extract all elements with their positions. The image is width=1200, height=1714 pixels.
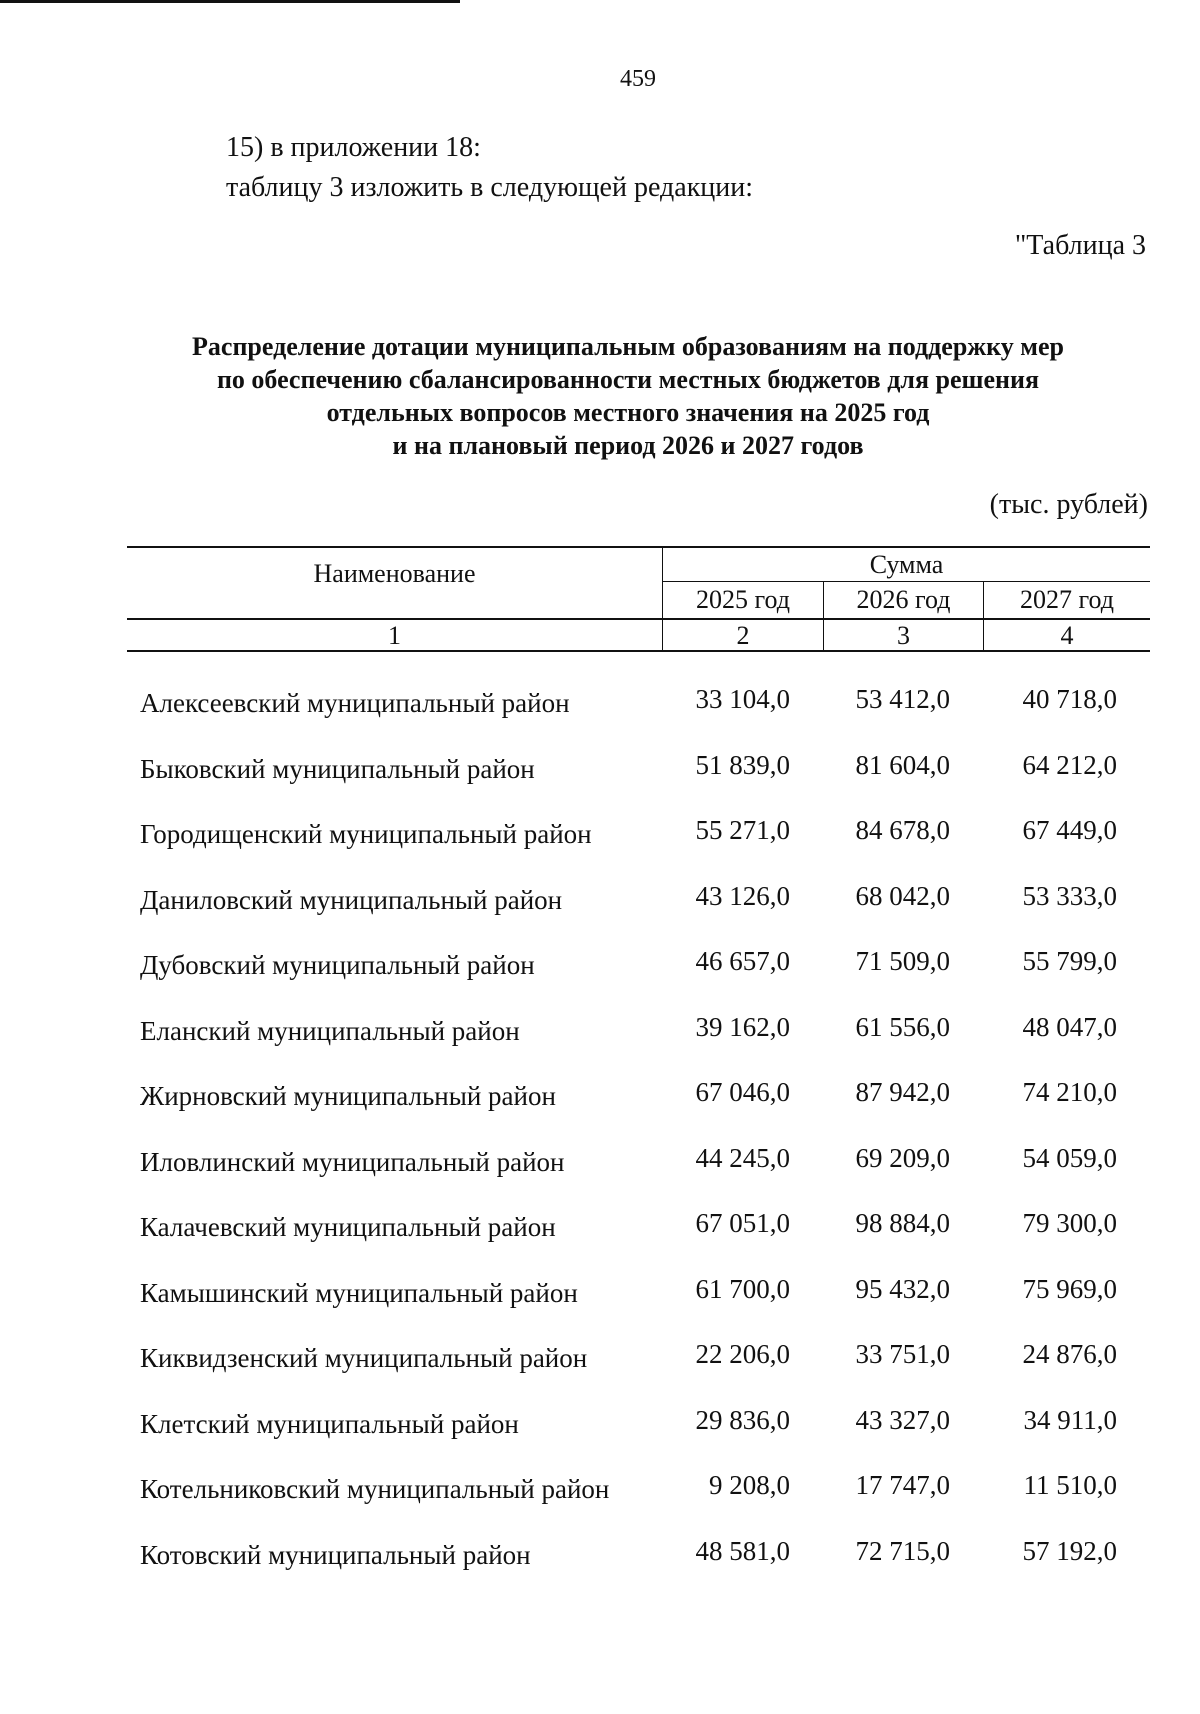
row-value-2027: 54 059,0 [1022,1142,1117,1173]
row-name: Быковский муниципальный район [140,753,535,784]
header-colnum-2: 2 [736,621,750,650]
table-row [0,1331,1200,1397]
header-sum-rule [663,581,1150,582]
row-value-2025: 22 206,0 [695,1339,790,1369]
table-row [0,676,1200,742]
table-row [0,1135,1200,1201]
page-number: 459 [620,66,656,92]
table-row [0,938,1200,1004]
row-name: Дубовский муниципальный район [140,950,535,980]
header-colnum-1: 1 [388,621,401,650]
row-name: Клетский муниципальный район [140,1408,519,1439]
row-value-2027: 34 911,0 [1023,1404,1117,1435]
row-value-2025: 9 208,0 [709,1470,790,1500]
table-row [0,1069,1200,1135]
intro-text [226,128,753,208]
row-value-2027: 24 876,0 [1022,1339,1117,1369]
row-value-2025: 67 051,0 [695,1208,790,1238]
row-name: Котельниковский муниципальный район [140,1474,610,1504]
row-name: Городищенский муниципальный район [140,819,592,849]
row-name: Алексеевский муниципальный район [140,688,570,718]
row-value-2027: 57 192,0 [1022,1535,1117,1566]
table-row [0,1266,1200,1332]
row-name: Даниловский муниципальный район [140,884,563,915]
row-value-2026: 95 432,0 [855,1273,950,1304]
table-row [0,1200,1200,1266]
row-value-2027: 75 969,0 [1022,1273,1117,1304]
row-value-2025: 39 162,0 [695,1011,790,1042]
row-value-2026: 87 942,0 [855,1077,950,1107]
row-value-2026: 43 327,0 [855,1404,950,1435]
row-value-2025: 48 581,0 [695,1535,790,1566]
row-value-2026: 81 604,0 [855,749,950,780]
row-value-2026: 72 715,0 [855,1535,950,1566]
row-value-2025: 43 126,0 [695,880,790,911]
row-name: Котовский муниципальный район [140,1539,531,1570]
intro-line-1: 15) в приложении 18: [226,132,481,163]
scan-edge-line [0,0,460,3]
units-label: (тыс. рублей) [989,489,1148,520]
row-value-2025: 55 271,0 [695,815,790,845]
row-name: Киквидзенский муниципальный район [140,1343,588,1373]
row-value-2027: 74 210,0 [1022,1077,1117,1107]
table-row [0,1397,1200,1463]
row-value-2026: 84 678,0 [855,815,950,845]
row-value-2027: 64 212,0 [1022,749,1117,780]
row-value-2026: 69 209,0 [855,1142,950,1173]
header-year-2025: 2025 год [696,585,790,614]
title-line-1: Распределение дотации муниципальным образованиям на поддержку мер [192,332,1064,361]
row-value-2027: 11 510,0 [1023,1470,1117,1500]
row-name: Иловлинский муниципальный район [140,1146,565,1177]
table-row [0,1528,1200,1594]
intro-line-2: таблицу 3 изложить в следующей редакции: [226,172,754,203]
table-row [0,1004,1200,1070]
header-name: Наименование [313,559,476,588]
row-value-2026: 17 747,0 [855,1470,950,1500]
table-title [120,330,1136,462]
header-year-2026: 2026 год [856,585,951,614]
table-header [127,546,1150,652]
table-label: "Таблица 3 [1014,230,1146,261]
row-value-2027: 40 718,0 [1022,684,1117,714]
row-name: Еланский муниципальный район [140,1015,520,1046]
row-value-2025: 33 104,0 [695,684,790,714]
row-value-2025: 46 657,0 [695,946,790,976]
header-sum: Сумма [869,550,944,579]
row-value-2026: 33 751,0 [855,1339,950,1369]
table-row [0,873,1200,939]
header-colnum-3: 3 [897,621,910,650]
row-name: Калачевский муниципальный район [140,1212,556,1242]
row-value-2027: 53 333,0 [1022,880,1117,911]
header-year-2027: 2027 год [1020,585,1114,614]
title-line-4: и на плановый период 2026 и 2027 годов [392,431,864,460]
row-name: Камышинский муниципальный район [140,1277,578,1308]
row-value-2027: 48 047,0 [1022,1011,1117,1042]
row-value-2025: 51 839,0 [695,749,790,780]
table-row [0,807,1200,873]
header-colnum-4: 4 [1060,621,1074,650]
row-value-2027: 67 449,0 [1022,815,1117,845]
table-row [0,742,1200,808]
row-value-2026: 61 556,0 [855,1011,950,1042]
row-value-2025: 29 836,0 [695,1404,790,1435]
row-value-2026: 53 412,0 [855,684,950,714]
row-value-2026: 68 042,0 [855,880,950,911]
row-value-2026: 71 509,0 [855,946,950,976]
row-value-2025: 67 046,0 [695,1077,790,1107]
row-value-2027: 55 799,0 [1022,946,1117,976]
row-value-2025: 44 245,0 [695,1142,790,1173]
row-name: Жирновский муниципальный район [140,1081,556,1111]
table-row [0,1462,1200,1528]
row-value-2025: 61 700,0 [695,1273,790,1304]
table-body [0,676,1200,1593]
title-line-3: отдельных вопросов местного значения на 2025 год [326,398,930,427]
row-value-2026: 98 884,0 [855,1208,950,1238]
header-top-rule [127,546,1150,548]
title-line-2: по обеспечению сбалансированности местных бюджетов для решения [216,365,1040,394]
row-value-2027: 79 300,0 [1022,1208,1117,1238]
